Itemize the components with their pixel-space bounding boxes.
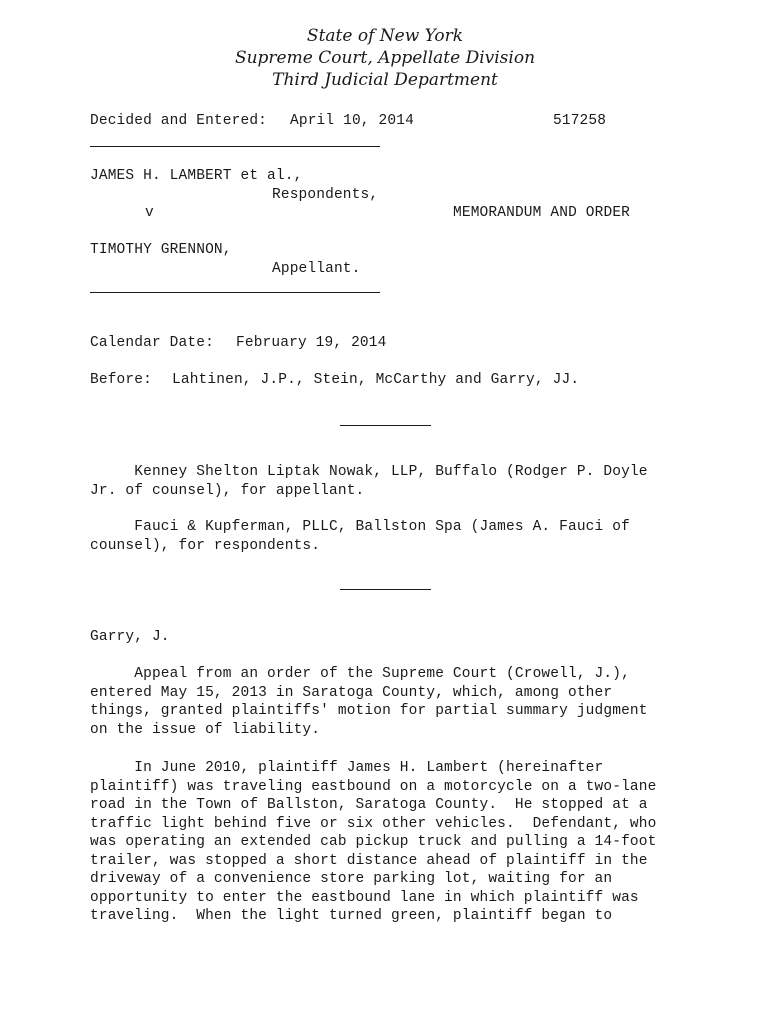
section-divider-2	[340, 589, 431, 590]
body-line: In June 2010, plaintiff James H. Lambert (hereinafter	[90, 760, 604, 776]
body-line: things, granted plaintiffs' motion for partial summary judgment	[90, 703, 648, 719]
caption-bottom-rule	[90, 292, 380, 293]
body-line: on the issue of liability.	[90, 721, 321, 738]
section-divider-1	[340, 425, 431, 426]
body-line: opportunity to enter the eastbound lane in which plaintiff was	[90, 889, 639, 906]
body-line: traffic light behind five or six other vehicles. Defendant, who	[90, 815, 657, 832]
court-state: State of New York	[306, 26, 464, 46]
body-line: was operating an extended cab pickup truck and pulling a 14-foot	[90, 834, 657, 850]
body-line: entered May 15, 2013 in Saratoga County, which, among other	[90, 684, 613, 701]
body-paragraph-2	[90, 759, 690, 926]
defendant-role: Appellant.	[272, 261, 361, 277]
appellant-counsel-line: Kenney Shelton Liptak Nowak, LLP, Buffalo (Rodger P. Doyle	[90, 464, 648, 480]
body-line: plaintiff) was traveling eastbound on a motorcycle on a two-lane	[90, 778, 657, 795]
body-line: road in the Town of Ballston, Saratoga County. He stopped at a	[90, 797, 648, 813]
calendar-date: February 19, 2014	[236, 335, 387, 351]
opinion-author: Garry, J.	[90, 629, 170, 645]
body-paragraph-1	[90, 665, 690, 739]
body-line: trailer, was stopped a short distance ahead of plaintiff in the	[90, 852, 648, 869]
respondents-counsel-line: counsel), for respondents.	[90, 537, 321, 554]
plaintiff-role: Respondents,	[272, 187, 379, 203]
decided-date: April 10, 2014	[290, 113, 414, 129]
docket-number: 517258	[553, 113, 607, 129]
court-department: Third Judicial Department	[272, 70, 498, 90]
court-header	[0, 25, 770, 91]
order-type: MEMORANDUM AND ORDER	[453, 205, 631, 221]
body-line: traveling. When the light turned green, plaintiff began to	[90, 908, 613, 924]
decided-label: Decided and Entered:	[90, 113, 268, 129]
respondents-counsel-line: Fauci & Kupferman, PLLC, Ballston Spa (James A. Fauci of	[90, 519, 630, 535]
court-division: Supreme Court, Appellate Division	[234, 48, 536, 68]
before-judges: Lahtinen, J.P., Stein, McCarthy and Garry, JJ.	[172, 372, 580, 388]
body-line: driveway of a convenience store parking lot, waiting for an	[90, 871, 613, 887]
versus: v	[145, 205, 154, 221]
plaintiff-name: JAMES H. LAMBERT et al.,	[90, 168, 303, 184]
calendar-label: Calendar Date:	[90, 335, 214, 351]
appellant-counsel-line: Jr. of counsel), for appellant.	[90, 482, 365, 499]
body-line: Appeal from an order of the Supreme Court (Crowell, J.),	[90, 666, 630, 682]
before-label: Before:	[90, 372, 152, 388]
appellant-counsel	[90, 463, 690, 500]
defendant-name: TIMOTHY GRENNON,	[90, 242, 232, 258]
respondents-counsel	[90, 518, 690, 555]
caption-top-rule	[90, 146, 380, 147]
